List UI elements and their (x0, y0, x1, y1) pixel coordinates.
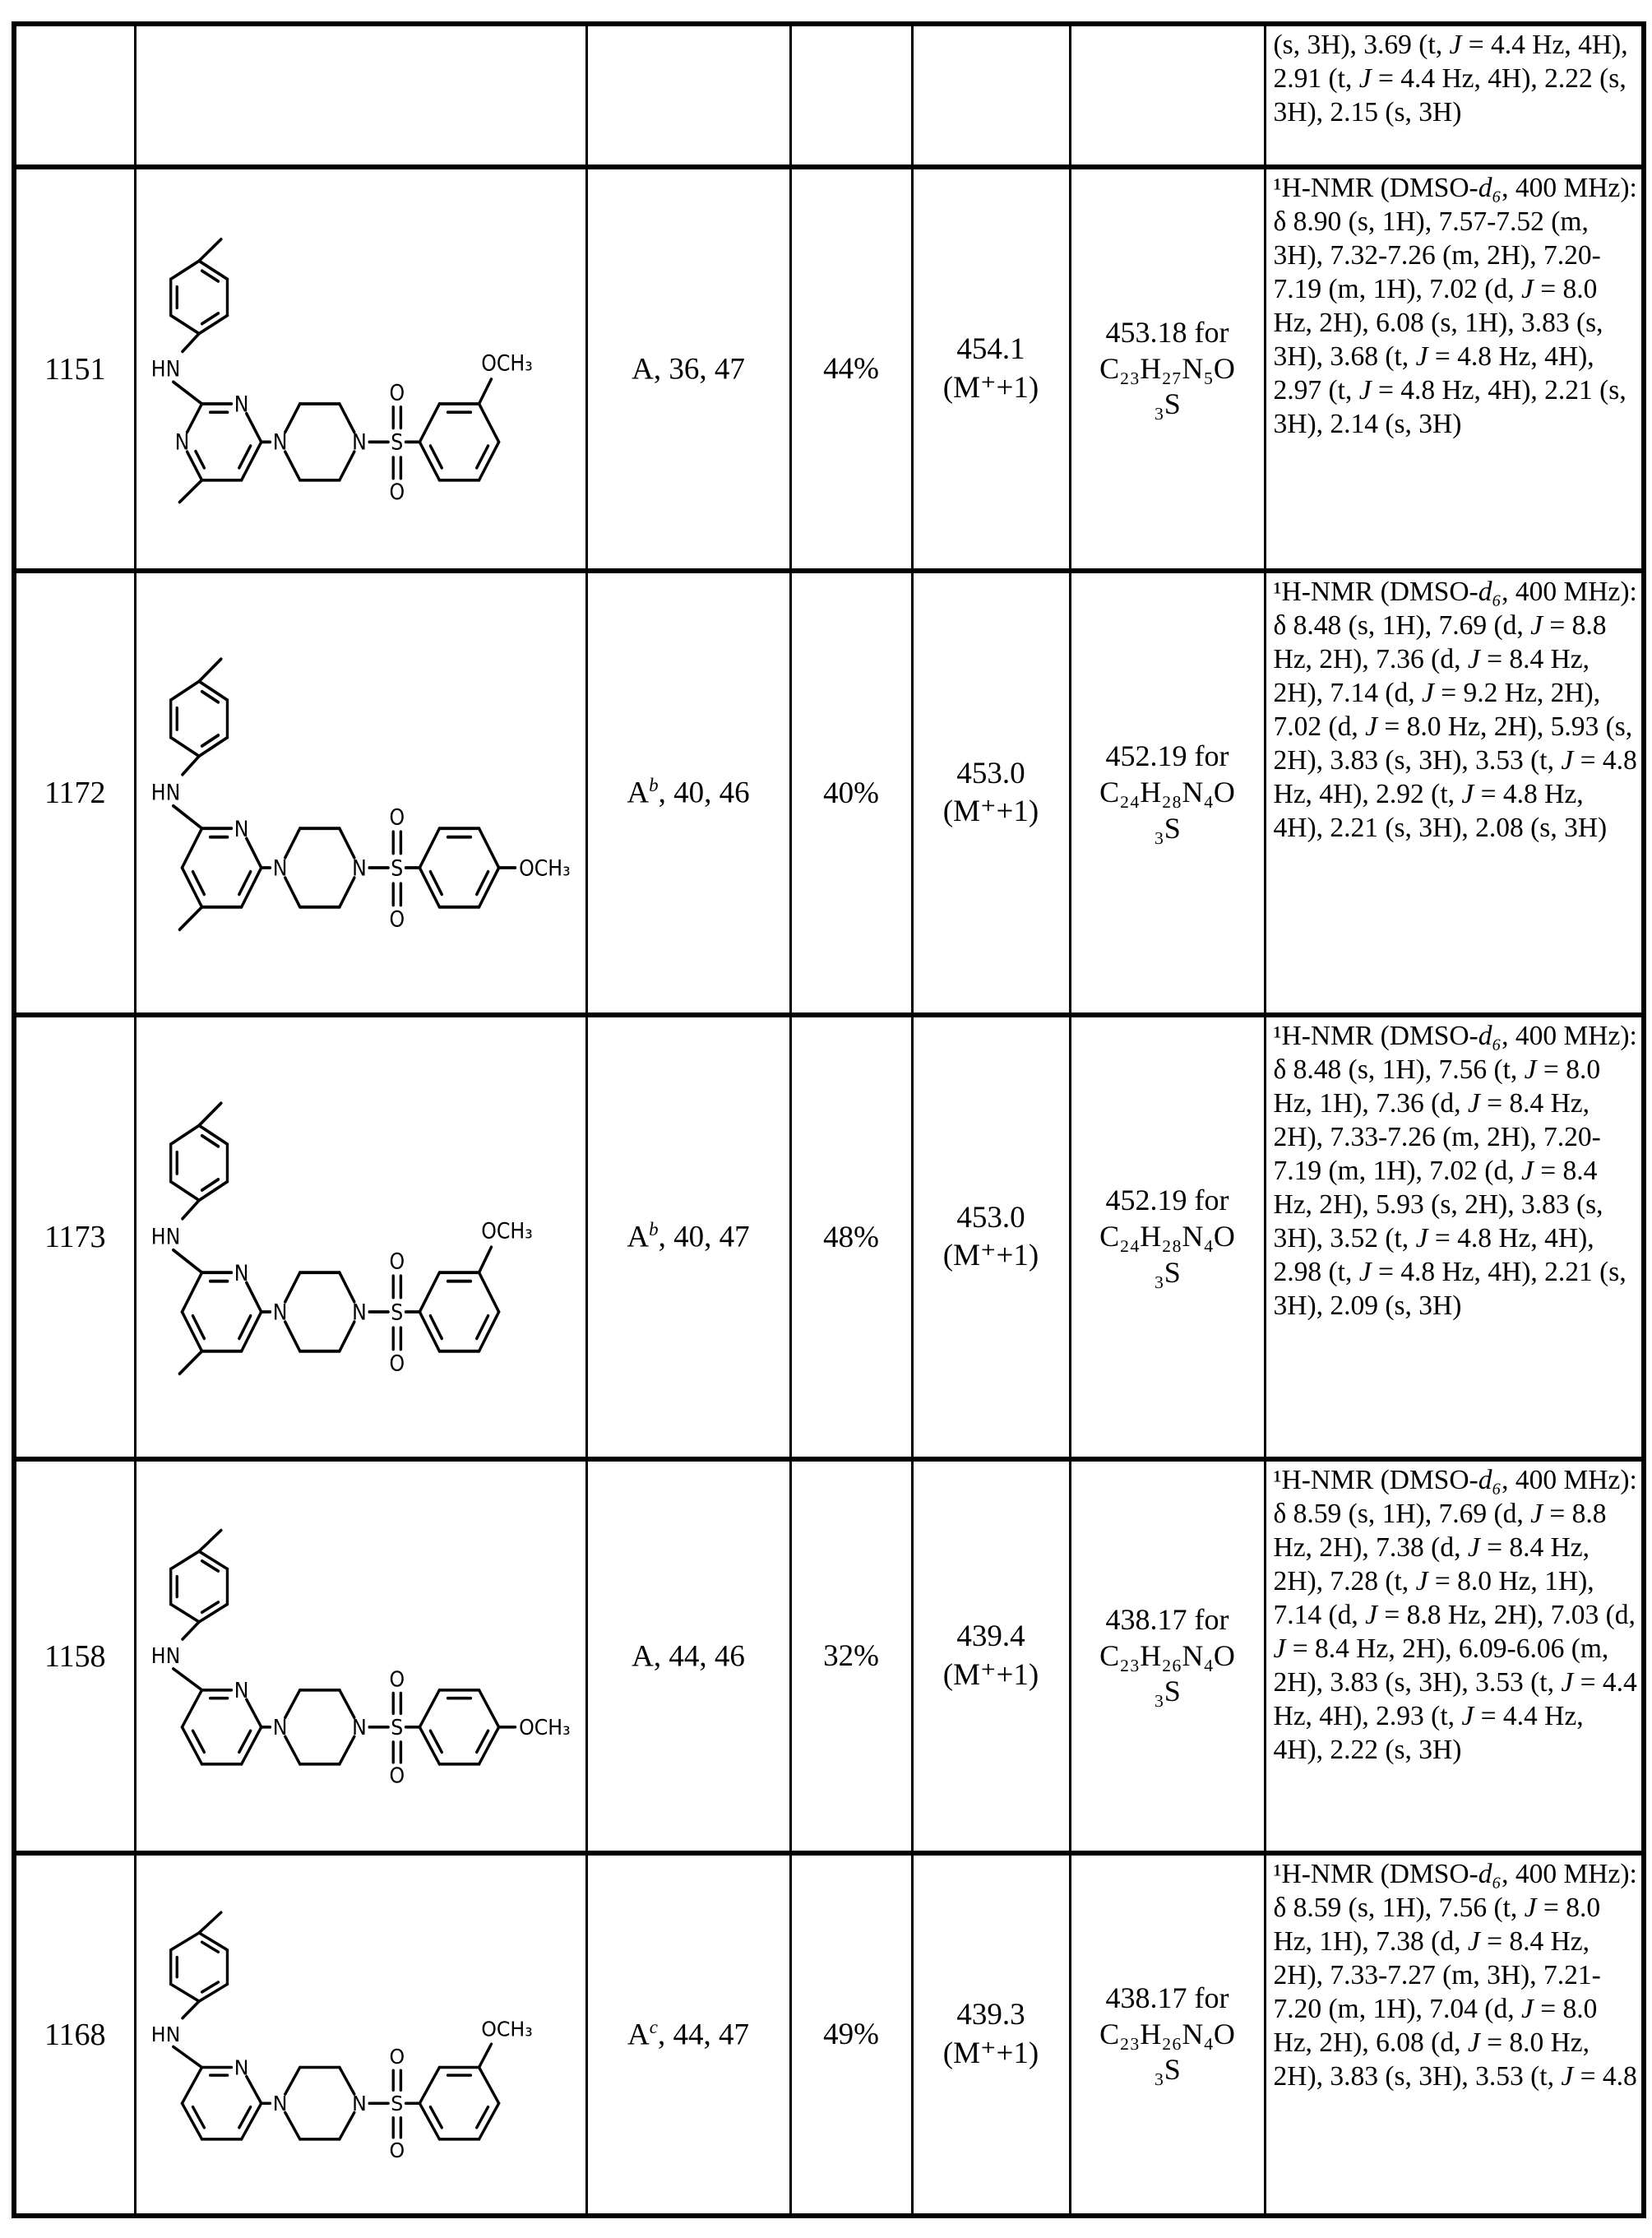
compound-table (12, 21, 1646, 2218)
atom-label: O (389, 1249, 405, 1275)
yield-cell: 32% (790, 1459, 912, 1853)
atom-label: OCH₃ (481, 2016, 533, 2041)
formula-cell (1070, 1459, 1265, 1853)
atom-label: O (389, 1763, 405, 1788)
yield-cell: 49% (790, 1853, 912, 2216)
atom-label: OCH₃ (519, 855, 571, 883)
compound-id-cell (14, 24, 135, 167)
structure-cell (135, 167, 586, 571)
mw-line: 452.19 for (1105, 1184, 1229, 1217)
table-row (14, 1853, 1644, 2216)
mass-cell (912, 571, 1070, 1015)
atom-label: O (389, 906, 405, 934)
table-row (14, 571, 1644, 1015)
mass-cell (912, 1853, 1070, 2216)
atom-label: S (391, 429, 404, 455)
yield-cell: 48% (790, 1015, 912, 1459)
structure-cell (135, 1459, 586, 1853)
structure-cell (135, 1853, 586, 2216)
formula-cell (1070, 1015, 1265, 1459)
mass-cell (912, 1459, 1070, 1853)
atom-label: HN (150, 780, 181, 807)
compound-id-cell: 1151 (14, 167, 135, 571)
atom-label: N (352, 429, 367, 455)
ms-label: (M⁺+1) (942, 2036, 1039, 2070)
formula-line: C₂₄H₂₈N₄O (1099, 776, 1235, 809)
formula-line: C₂₄H₂₈N₄O (1099, 1220, 1235, 1253)
nmr-cell: ¹H-NMR (DMSO-d₆, 400 MHz): δ 8.48 (s, 1H), 7.69 (d, J = 8.8 Hz, 2H), 7.36 (d, J = 8.4 Hz, 2H), 7.14 (d, J = 9.2 Hz, 2H), 7.02 (d, J = 8.0 Hz, 2H), 5.93 (s, 2H), 3.83 (s, 3H), 3.53 (t, J = 4.8 Hz, 4H), 2.92 (t, J = 4.8 Hz, 4H), 2.21 (s, 3H), 2.08 (s, 3H) (1265, 571, 1644, 1015)
structure-diagram (141, 1093, 581, 1381)
table-row-partial (14, 24, 1644, 167)
formula-cell (1070, 1853, 1265, 2216)
formula-cell (1070, 167, 1265, 571)
yield-cell: 44% (790, 167, 912, 571)
formula-cell (1070, 571, 1265, 1015)
atom-label: O (389, 2137, 405, 2162)
formula-line: C₂₃H₂₆N₄O (1099, 2017, 1235, 2050)
formula-line: C₂₃H₂₇N₅O (1099, 351, 1235, 385)
mw-line: 438.17 for (1105, 1602, 1229, 1636)
method-cell: $A^b$, 40, 47 (586, 1015, 790, 1459)
formula-line: C₂₃H₂₆N₄O (1099, 1638, 1235, 1672)
compound-id-cell: 1168 (14, 1853, 135, 2216)
atom-label: HN (150, 1643, 181, 1668)
formula-tail: ₃S (1154, 387, 1181, 421)
mw-line: 453.18 for (1105, 315, 1229, 349)
atom-label: N (352, 2090, 367, 2115)
method-cell: A, 36, 47 (586, 167, 790, 571)
atom-label: O (389, 1351, 405, 1378)
ms-value: 439.4 (956, 1619, 1025, 1654)
atom-label: N (352, 1300, 367, 1327)
formula-tail: ₃S (1154, 2053, 1181, 2087)
nmr-cell: ¹H-NMR (DMSO-d₆, 400 MHz): δ 8.90 (s, 1H), 7.57-7.52 (m, 3H), 7.32-7.26 (m, 2H), 7.20-7.19 (m, 1H), 7.02 (d, J = 8.0 Hz, 2H), 6.08 (s, 1H), 3.83 (s, 3H), 3.68 (t, J = 4.8 Hz, 4H), 2.97 (t, J = 4.8 Hz, 4H), 2.21 (s, 3H), 2.14 (s, 3H) (1265, 167, 1644, 571)
atom-label: HN (150, 355, 181, 382)
mw-line: 452.19 for (1105, 739, 1229, 773)
structure-cell (135, 1015, 586, 1459)
atom-label: O (389, 379, 405, 405)
yield-cell (790, 24, 912, 167)
atom-label: O (389, 804, 405, 831)
atom-label: N (234, 1260, 249, 1287)
compound-id-cell: 1158 (14, 1459, 135, 1853)
atom-label: S (391, 855, 404, 883)
atom-label: N (272, 2090, 288, 2115)
nmr-cell: ¹H-NMR (DMSO-d₆, 400 MHz): δ 8.48 (s, 1H), 7.56 (t, J = 8.0 Hz, 1H), 7.36 (d, J = 8.4 Hz, 2H), 7.33-7.26 (m, 2H), 7.20-7.19 (m, 1H), 7.02 (d, J = 8.4 Hz, 2H), 5.93 (s, 2H), 3.83 (s, 3H), 3.52 (t, J = 4.8 Hz, 4H), 2.98 (t, J = 4.8 Hz, 4H), 2.21 (s, 3H), 2.09 (s, 3H) (1265, 1015, 1644, 1459)
formula-cell (1070, 24, 1265, 167)
method-cell: A, 44, 46 (586, 1459, 790, 1853)
atom-label: O (389, 2044, 405, 2069)
atom-label: N (272, 1300, 288, 1327)
structure-diagram (141, 229, 581, 509)
atom-label: OCH₃ (481, 350, 533, 376)
compound-id-cell: 1173 (14, 1015, 135, 1459)
atom-label: N (234, 1677, 249, 1703)
structure-diagram (141, 1903, 581, 2166)
formula-tail: ₃S (1154, 1255, 1181, 1289)
nmr-cell: (s, 3H), 3.69 (t, J = 4.4 Hz, 4H), 2.91 (t, J = 4.4 Hz, 4H), 2.22 (s, 3H), 2.15 (s, 3H) (1265, 24, 1644, 167)
atom-label: HN (150, 2021, 181, 2046)
ms-value: 453.0 (956, 756, 1025, 790)
atom-label: OCH₃ (519, 1714, 571, 1740)
atom-label: N (272, 1714, 288, 1740)
ms-value: 454.1 (956, 332, 1025, 367)
structure-cell (135, 24, 586, 167)
atom-label: HN (150, 1224, 181, 1251)
atom-label: N (234, 2055, 249, 2079)
yield-cell: 40% (790, 571, 912, 1015)
table-row (14, 1459, 1644, 1853)
atom-label: N (234, 391, 249, 417)
atom-label: N (272, 855, 288, 883)
mw-line: 438.17 for (1105, 1981, 1229, 2014)
atom-label: N (174, 429, 190, 455)
mass-cell (912, 24, 1070, 167)
atom-label: O (389, 1666, 405, 1692)
atom-label: O (389, 479, 405, 504)
ms-label: (M⁺+1) (942, 795, 1039, 828)
compound-id-cell: 1172 (14, 571, 135, 1015)
structure-cell (135, 571, 586, 1015)
ms-label: (M⁺+1) (942, 1239, 1039, 1272)
mass-cell (912, 1015, 1070, 1459)
atom-label: N (234, 816, 249, 843)
atom-label: S (391, 1714, 404, 1740)
mass-cell (912, 167, 1070, 571)
formula-tail: ₃S (1154, 811, 1181, 845)
atom-label: S (391, 2090, 404, 2115)
atom-label: N (352, 855, 367, 883)
atom-label: S (391, 1300, 404, 1327)
ms-label: (M⁺+1) (942, 370, 1039, 405)
method-cell (586, 24, 790, 167)
table-row (14, 1015, 1644, 1459)
structure-diagram (141, 649, 581, 937)
ms-value: 439.3 (956, 1998, 1025, 2032)
structure-diagram (141, 1521, 581, 1792)
table-row (14, 167, 1644, 571)
ms-label: (M⁺+1) (942, 1657, 1039, 1692)
formula-tail: ₃S (1154, 1675, 1181, 1708)
atom-label: OCH₃ (481, 1218, 533, 1245)
method-cell: $A^c$, 44, 47 (586, 1853, 790, 2216)
nmr-cell: ¹H-NMR (DMSO-d₆, 400 MHz): δ 8.59 (s, 1H), 7.56 (t, J = 8.0 Hz, 1H), 7.38 (d, J = 8.4 Hz, 2H), 7.33-7.27 (m, 3H), 7.21-7.20 (m, 1H), 7.04 (d, J = 8.0 Hz, 2H), 6.08 (d, J = 8.0 Hz, 2H), 3.83 (s, 3H), 3.53 (t, J = 4.8 (1265, 1853, 1644, 2216)
nmr-cell: ¹H-NMR (DMSO-d₆, 400 MHz): δ 8.59 (s, 1H), 7.69 (d, J = 8.8 Hz, 2H), 7.38 (d, J = 8.4 Hz, 2H), 7.28 (t, J = 8.0 Hz, 1H), 7.14 (d, J = 8.8 Hz, 2H), 7.03 (d, J = 8.4 Hz, 2H), 6.09-6.06 (m, 2H), 3.83 (s, 3H), 3.53 (t, J = 4.4 Hz, 4H), 2.93 (t, J = 4.4 Hz, 4H), 2.22 (s, 3H) (1265, 1459, 1644, 1853)
atom-label: N (272, 429, 288, 455)
atom-label: N (352, 1714, 367, 1740)
ms-value: 453.0 (956, 1200, 1025, 1235)
method-cell: $A^b$, 40, 46 (586, 571, 790, 1015)
